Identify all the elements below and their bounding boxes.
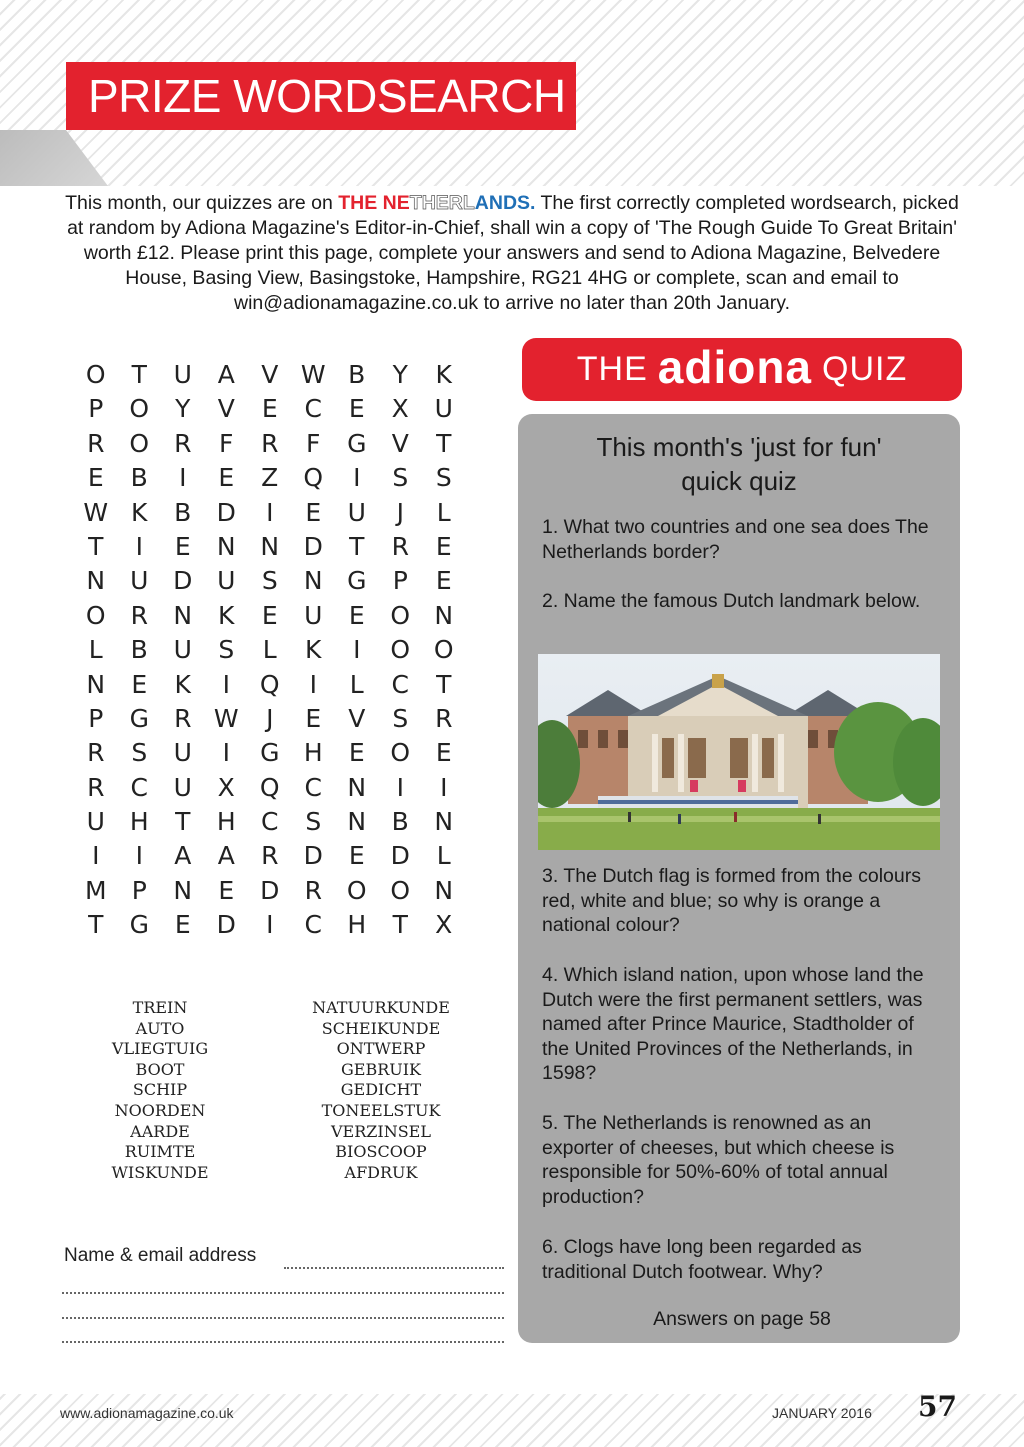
grid-letter[interactable]: G (260, 738, 280, 768)
grid-letter[interactable]: U (130, 566, 149, 596)
grid-letter[interactable]: L (436, 841, 451, 871)
grid-letter[interactable]: B (174, 497, 192, 527)
adiona-logo: adiona (657, 340, 813, 393)
grid-letter[interactable]: O (85, 360, 106, 389)
grid-letter[interactable]: I (179, 463, 187, 493)
grid-letter[interactable]: R (174, 428, 192, 458)
word-list-item: WISKUNDE (111, 1162, 209, 1182)
grid-letter[interactable]: L (436, 497, 451, 527)
word-list-item: ONTWERP (336, 1039, 426, 1059)
banner-quiz: QUIZ (822, 350, 908, 388)
grid-letter[interactable]: D (303, 531, 323, 561)
grid-letter[interactable]: Q (259, 669, 280, 699)
grid-letter[interactable]: C (130, 772, 148, 802)
grid-letter[interactable]: R (174, 703, 192, 733)
grid-letter[interactable]: P (131, 875, 147, 905)
grid-letter[interactable]: R (261, 428, 279, 458)
grid-letter[interactable]: I (92, 841, 100, 871)
grid-letter[interactable]: T (349, 531, 365, 561)
grid-letter[interactable]: Q (259, 772, 280, 802)
grid-letter[interactable]: P (88, 394, 104, 424)
intro-text-start: This month, our quizzes are on (65, 192, 339, 214)
grid-letter[interactable]: K (435, 360, 452, 389)
grid-letter[interactable]: H (216, 807, 236, 837)
netherlands-blue-part: ANDS. (474, 192, 536, 214)
quiz-heading (532, 430, 946, 498)
answers-note: Answers on page 58 (653, 1308, 831, 1330)
grid-letter[interactable]: N (434, 807, 454, 837)
grid-letter[interactable]: W (83, 497, 109, 527)
page-title: PRIZE WORDSEARCH (66, 62, 576, 130)
grid-letter[interactable]: F (306, 428, 321, 458)
grid-letter[interactable]: R (261, 841, 279, 871)
name-email-label: Name & email address (64, 1245, 257, 1266)
grid-letter[interactable]: E (305, 497, 322, 527)
grid-letter[interactable]: O (129, 394, 150, 424)
grid-letter[interactable]: C (391, 669, 409, 699)
quiz-heading-line-1: This month's 'just for fun' (596, 432, 882, 462)
name-email-line-3[interactable] (62, 1317, 504, 1319)
grid-letter[interactable]: I (135, 841, 143, 871)
footer-date: JANUARY 2016 (772, 1405, 872, 1421)
grid-letter[interactable]: R (304, 875, 322, 905)
grid-letter[interactable]: X (391, 394, 409, 424)
grid-letter[interactable]: S (392, 703, 409, 733)
word-list-item: BIOSCOOP (335, 1142, 427, 1162)
grid-letter[interactable]: I (353, 635, 361, 665)
grid-letter[interactable]: O (85, 600, 106, 630)
quiz-heading-line-2: quick quiz (681, 466, 797, 496)
page-number: 57 (918, 1390, 957, 1423)
grid-letter[interactable]: H (303, 738, 323, 768)
name-email-line-1[interactable] (284, 1267, 504, 1269)
wordsearch-grid[interactable] (74, 358, 466, 943)
grid-letter[interactable]: B (348, 360, 366, 389)
grid-letter[interactable]: C (304, 394, 322, 424)
grid-letter[interactable]: K (174, 669, 191, 699)
word-list-item: NOORDEN (114, 1100, 206, 1120)
grid-letter[interactable]: R (87, 738, 105, 768)
grid-letter[interactable]: O (390, 600, 411, 630)
grid-letter[interactable]: D (216, 497, 236, 527)
footer-url[interactable]: www.adionamagazine.co.uk (60, 1405, 234, 1421)
grid-letter[interactable]: X (435, 910, 453, 940)
grid-letter[interactable]: B (130, 635, 148, 665)
grid-letter[interactable]: E (348, 841, 365, 871)
grid-letter[interactable]: Z (261, 463, 279, 493)
grid-letter[interactable]: L (88, 635, 103, 665)
grid-letter[interactable]: R (130, 600, 148, 630)
word-list-item: VERZINSEL (331, 1121, 431, 1141)
grid-letter[interactable]: J (266, 703, 274, 733)
grid-letter[interactable]: U (173, 738, 192, 768)
grid-letter[interactable]: N (173, 875, 193, 905)
grid-letter[interactable]: D (216, 910, 236, 940)
grid-letter[interactable]: S (261, 566, 278, 596)
quiz-banner (522, 338, 962, 401)
grid-letter[interactable]: A (217, 360, 235, 389)
grid-letter[interactable]: N (434, 600, 454, 630)
grid-letter[interactable]: O (390, 738, 411, 768)
grid-letter[interactable]: W (213, 703, 239, 733)
grid-letter[interactable]: R (391, 531, 409, 561)
concertgebouw-image (538, 654, 940, 850)
grid-letter[interactable]: A (174, 841, 192, 871)
grid-letter[interactable]: T (436, 428, 452, 458)
name-email-line-4[interactable] (62, 1341, 504, 1343)
grid-letter[interactable]: T (131, 360, 147, 389)
grid-letter[interactable]: N (347, 807, 367, 837)
quiz-question-3: 3. The Dutch flag is formed from the colours red, white and blue; so why is orange a national colour? (542, 865, 921, 937)
quiz-question-2: 2. Name the famous Dutch landmark below. (542, 590, 921, 612)
grid-letter[interactable]: A (217, 841, 235, 871)
grid-letter[interactable]: L (262, 635, 277, 665)
grid-letter[interactable]: G (347, 566, 367, 596)
grid-letter[interactable]: J (396, 497, 404, 527)
grid-letter[interactable]: T (436, 669, 452, 699)
grid-letter[interactable]: E (435, 531, 452, 561)
word-list-item: NATUURKUNDE (312, 998, 450, 1017)
grid-letter[interactable]: C (304, 772, 322, 802)
grid-letter[interactable]: T (88, 910, 104, 940)
grid-letter[interactable]: N (173, 600, 193, 630)
word-list-item: AFDRUK (344, 1162, 418, 1182)
grid-letter[interactable]: L (349, 669, 364, 699)
grid-letter[interactable]: F (219, 428, 234, 458)
grid-letter[interactable]: H (129, 807, 149, 837)
grid-letter[interactable]: R (435, 703, 453, 733)
netherlands-red-part: THE NE (338, 192, 410, 214)
grid-letter[interactable]: O (346, 875, 367, 905)
grid-letter[interactable]: V (391, 428, 409, 458)
grid-letter[interactable]: C (261, 807, 279, 837)
grid-letter[interactable]: I (396, 772, 404, 802)
word-list-item: AUTO (135, 1018, 185, 1038)
grid-letter[interactable]: T (392, 910, 408, 940)
grid-letter[interactable]: N (86, 669, 106, 699)
grid-letter[interactable]: O (390, 635, 411, 665)
grid-letter[interactable]: E (435, 738, 452, 768)
grid-letter[interactable]: N (260, 531, 280, 561)
grid-letter[interactable]: U (173, 772, 192, 802)
word-list-item: VLIEGTUIG (111, 1039, 209, 1059)
grid-letter[interactable]: X (217, 772, 235, 802)
grid-letter[interactable]: S (218, 635, 235, 665)
netherlands-white-part: THERL (409, 192, 475, 214)
word-list-item: AARDE (130, 1121, 190, 1141)
grid-letter[interactable]: E (218, 463, 235, 493)
grid-letter[interactable]: E (348, 738, 365, 768)
quiz-question-5: 5. The Netherlands is renowned as an exporter of cheeses, but which cheese is responsible for 50%-60% of total annual production? (542, 1112, 895, 1208)
grid-letter[interactable]: E (348, 394, 365, 424)
grid-letter[interactable]: U (173, 360, 192, 389)
word-list-item: TONEELSTUK (321, 1100, 441, 1120)
grid-letter[interactable]: I (222, 669, 230, 699)
grid-letter[interactable]: B (130, 463, 148, 493)
grid-letter[interactable]: U (434, 394, 453, 424)
grid-letter[interactable]: Y (392, 360, 408, 389)
grid-letter[interactable]: S (392, 463, 409, 493)
grid-letter[interactable]: E (131, 669, 148, 699)
grid-letter[interactable]: M (84, 875, 107, 905)
grid-letter[interactable]: N (434, 875, 454, 905)
grid-letter[interactable]: D (390, 841, 410, 871)
grid-letter[interactable]: Q (303, 463, 324, 493)
grid-letter[interactable]: D (260, 875, 280, 905)
landmark-photo (538, 654, 940, 850)
grid-letter[interactable]: N (347, 772, 367, 802)
word-list-item: RUIMTE (124, 1142, 196, 1162)
intro-paragraph (56, 191, 968, 316)
quiz-question-6: 6. Clogs have long been regarded as traditional Dutch footwear. Why? (542, 1236, 862, 1283)
grid-letter[interactable]: V (217, 394, 235, 424)
grid-letter[interactable]: E (87, 463, 104, 493)
grid-letter[interactable]: Y (175, 394, 191, 424)
grid-letter[interactable]: S (305, 807, 322, 837)
grid-letter[interactable]: N (86, 566, 106, 596)
grid-letter[interactable]: H (347, 910, 367, 940)
grid-letter[interactable]: T (175, 807, 191, 837)
grid-letter[interactable]: N (303, 566, 323, 596)
grid-letter[interactable]: R (87, 428, 105, 458)
word-list-item: BOOT (135, 1059, 185, 1079)
grid-letter[interactable]: B (391, 807, 409, 837)
quiz-question-1: 1. What two countries and one sea does The Netherlands border? (542, 516, 929, 563)
grid-letter[interactable]: O (390, 875, 411, 905)
grid-letter[interactable]: I (309, 669, 317, 699)
word-list-item: GEDICHT (340, 1080, 422, 1100)
grid-letter[interactable]: E (305, 703, 322, 733)
grid-letter[interactable]: G (347, 428, 367, 458)
grid-letter[interactable]: K (218, 600, 235, 630)
quiz-question-4: 4. Which island nation, upon whose land the Dutch were the first permanent settlers, was named after Prince Maurice, Stadtholder of the United Provinces of the Netherlands, in 1598? (542, 964, 924, 1085)
grid-letter[interactable]: P (392, 566, 408, 596)
grid-letter[interactable]: S (131, 738, 148, 768)
grid-letter[interactable]: U (173, 635, 192, 665)
word-list-left (80, 998, 240, 1183)
grid-letter[interactable]: I (266, 497, 274, 527)
grid-letter[interactable]: I (135, 531, 143, 561)
grid-letter[interactable]: E (348, 600, 365, 630)
grid-letter[interactable]: V (348, 703, 366, 733)
word-list-item: TREIN (132, 998, 188, 1017)
grid-letter[interactable]: V (261, 360, 279, 389)
word-list-item: GEBRUIK (340, 1059, 422, 1079)
grid-letter[interactable]: I (353, 463, 361, 493)
grid-letter[interactable]: E (261, 394, 278, 424)
grid-letter[interactable]: E (174, 910, 191, 940)
grid-letter[interactable]: R (87, 772, 105, 802)
grid-letter[interactable]: E (435, 566, 452, 596)
corner-fold (0, 130, 108, 186)
grid-letter[interactable]: G (129, 703, 149, 733)
word-list-item: SCHEIKUNDE (321, 1018, 441, 1038)
grid-letter[interactable]: U (86, 807, 105, 837)
word-list-item: SCHIP (132, 1080, 188, 1100)
name-email-line-2[interactable] (62, 1292, 504, 1294)
grid-letter[interactable]: W (300, 360, 326, 389)
grid-letter[interactable]: E (261, 600, 278, 630)
banner-the: THE (576, 350, 648, 388)
grid-letter[interactable]: S (435, 463, 452, 493)
grid-letter[interactable]: G (129, 910, 149, 940)
grid-letter[interactable]: D (173, 566, 193, 596)
word-list-right (300, 998, 462, 1183)
grid-letter[interactable]: I (440, 772, 448, 802)
grid-letter[interactable]: K (131, 497, 148, 527)
intro-text-end: The first correctly completed wordsearch, picked at random by Adiona Magazine's Editor-in-Chief, shall win a copy of 'The Rough Guide To Great Britain' worth £12. Please print this page, complete your answers and send to Adiona Magazine, Belvedere House, Basing View, Basingstoke, Hampshire, RG21 4HG or complete, scan and email to win@adionamagazine.co.uk to arrive no later than 20th January. (67, 192, 959, 314)
grid-letter[interactable]: U (217, 566, 236, 596)
grid-letter[interactable]: I (222, 738, 230, 768)
grid-letter[interactable]: K (305, 635, 322, 665)
grid-letter[interactable]: U (304, 600, 323, 630)
grid-letter[interactable]: P (88, 703, 104, 733)
grid-letter[interactable]: T (88, 531, 104, 561)
grid-letter[interactable]: N (216, 531, 236, 561)
grid-letter[interactable]: O (129, 428, 150, 458)
grid-letter[interactable]: C (304, 910, 322, 940)
grid-letter[interactable]: O (433, 635, 454, 665)
grid-letter[interactable]: E (174, 531, 191, 561)
grid-letter[interactable]: U (347, 497, 366, 527)
grid-letter[interactable]: E (218, 875, 235, 905)
grid-letter[interactable]: D (303, 841, 323, 871)
grid-letter[interactable]: I (266, 910, 274, 940)
